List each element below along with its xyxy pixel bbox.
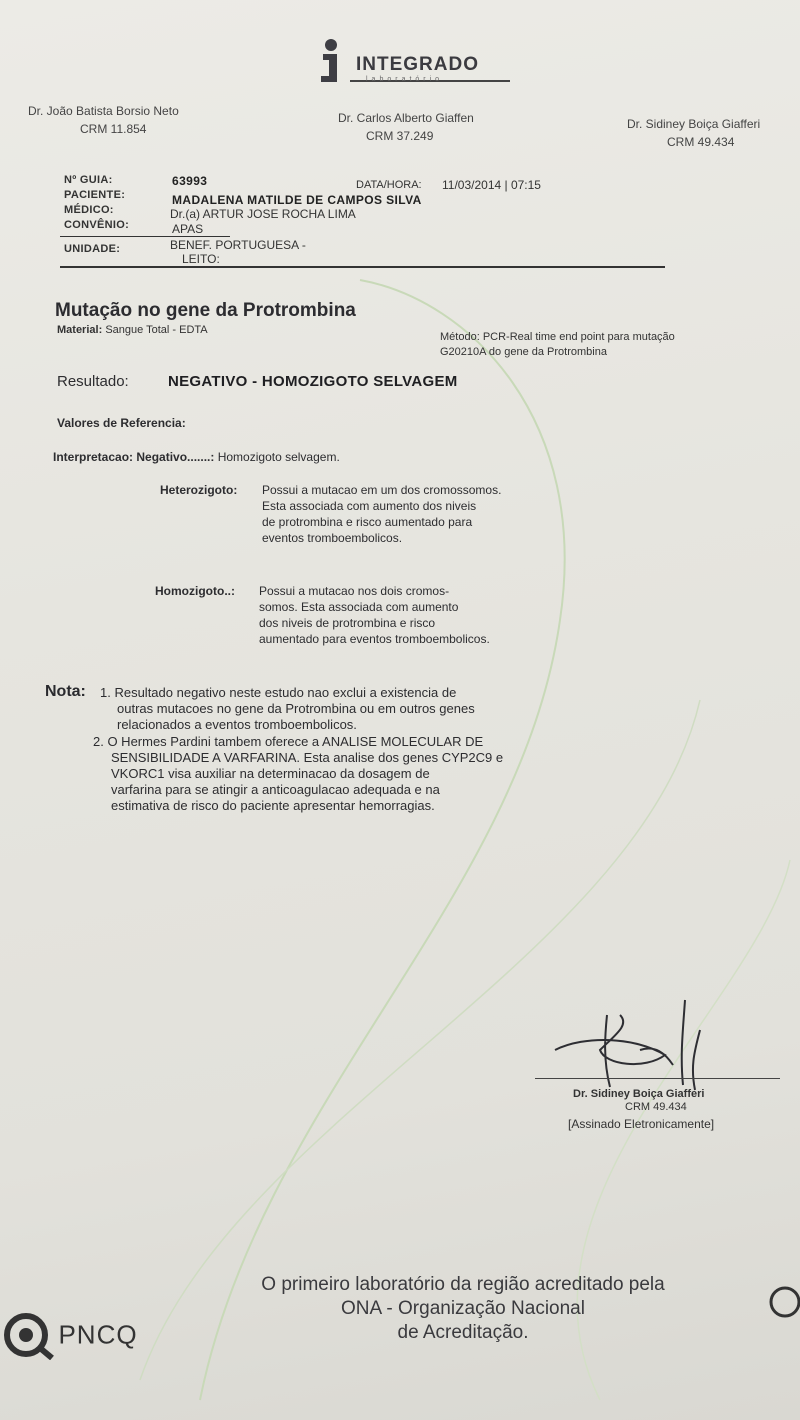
- patient-label: PACIENTE:: [64, 189, 126, 201]
- doctor-1-crm: CRM 11.854: [80, 122, 147, 136]
- pncq-text: PNCQ: [58, 1319, 138, 1350]
- accreditation-line-1: O primeiro laboratório da região acreditado pela: [261, 1274, 665, 1295]
- interpretation-negative: Homozigoto selvagem.: [217, 450, 340, 464]
- heterozigoto-line-2: Esta associada com aumento dos niveis: [262, 499, 477, 513]
- unidade-value: BENEF. PORTUGUESA -: [170, 238, 306, 252]
- doctor-value: Dr.(a) ARTUR JOSE ROCHA LIMA: [170, 207, 356, 221]
- doctor-2: [338, 109, 474, 145]
- datetime-label: DATA/HORA:: [356, 179, 422, 191]
- convenio-value: APAS: [172, 222, 204, 236]
- reference-label: Valores de Referencia:: [57, 416, 186, 430]
- material-line: [57, 324, 208, 336]
- method-line-1: [440, 330, 675, 345]
- guia-label: Nº GUIA:: [64, 174, 113, 186]
- method-label: Método:: [440, 331, 480, 343]
- result-value: NEGATIVO - HOMOZIGOTO SELVAGEM: [168, 373, 458, 390]
- heterozigoto-line-3: de protrombina e risco aumentado para: [262, 515, 473, 529]
- ona-logo-partial: [760, 1282, 800, 1322]
- heterozigoto-line-1: Possui a mutacao em um dos cromossomos.: [262, 483, 502, 497]
- method-value-1: PCR-Real time end point para mutação: [482, 331, 675, 343]
- guia-value: 63993: [172, 174, 208, 188]
- accreditation-line-2: ONA - Organização Nacional: [341, 1298, 585, 1319]
- note-2-line-1: 2. O Hermes Pardini tambem oferece a ANALISE MOLECULAR DE: [93, 734, 484, 749]
- convenio-label: CONVÊNIO:: [64, 219, 130, 231]
- exam-title: Mutação no gene da Protrombina: [55, 300, 356, 321]
- note-2-line-3: VKORC1 visa auxiliar na determinacao da dosagem de: [111, 766, 430, 781]
- accreditation-line-3: de Acreditação.: [397, 1322, 529, 1343]
- doctor-2-name: Dr. Carlos Alberto Giaffen: [338, 111, 474, 125]
- method-block: [440, 330, 675, 360]
- header-divider: [60, 266, 665, 268]
- unidade-label: UNIDADE:: [64, 243, 121, 255]
- homozigoto-line-1: Possui a mutacao nos dois cromos-: [259, 584, 450, 598]
- homozigoto-line-2: somos. Esta associada com aumento: [259, 600, 459, 614]
- pncq-logo-icon: [0, 1310, 54, 1360]
- accreditation-text: [218, 1273, 708, 1345]
- doctor-2-crm: CRM 37.249: [366, 129, 434, 143]
- pncq-logo: [0, 1310, 138, 1360]
- note-2-line-5: estimativa de risco do paciente apresentar hemorragias.: [111, 798, 435, 813]
- convenio-underline: [60, 236, 230, 237]
- nota-label: Nota:: [45, 683, 86, 700]
- homozigoto-label: Homozigoto..:: [155, 584, 235, 598]
- interpretation-line: [53, 449, 340, 465]
- handwritten-signature: [545, 995, 760, 1095]
- doctor-1-name: Dr. João Batista Borsio Neto: [28, 104, 179, 118]
- note-1-line-3: relacionados a eventos tromboembolicos.: [117, 717, 357, 732]
- doctor-3-crm: CRM 49.434: [667, 135, 735, 149]
- note-2-line-2: SENSIBILIDADE A VARFARINA. Esta analise dos genes CYP2C9 e: [111, 750, 504, 765]
- method-value-2: G20210A do gene da Protrombina: [440, 346, 607, 358]
- signer-name: Dr. Sidiney Boiça Giafferi: [573, 1088, 705, 1100]
- result-label: Resultado:: [57, 373, 129, 390]
- note-2: [93, 734, 613, 814]
- doctor-3-name: Dr. Sidiney Boiça Giafferi: [627, 117, 761, 131]
- heterozigoto-line-4: eventos tromboembolicos.: [262, 531, 403, 545]
- interpretation-label: Interpretacao: Negativo.......:: [53, 450, 215, 464]
- note-1-line-1: 1. Resultado negativo neste estudo nao exclui a existencia de: [100, 685, 457, 700]
- signature-line: [535, 1078, 780, 1079]
- doctor-1: [28, 102, 179, 138]
- lab-subtitle: laboratório: [366, 76, 444, 83]
- homozigoto-line-3: dos niveis de protrombina e risco: [259, 616, 436, 630]
- datetime-value: 11/03/2014 | 07:15: [442, 178, 541, 192]
- note-2-line-4: varfarina para se atingir a anticoagulacao adequada e na: [111, 782, 440, 797]
- heterozigoto-label: Heterozigoto:: [160, 483, 238, 497]
- doctor-label: MÉDICO:: [64, 204, 114, 216]
- leito-value: LEITO:: [182, 252, 220, 266]
- material-label: Material:: [57, 324, 103, 336]
- homozigoto-text: [259, 583, 490, 647]
- lab-name: INTEGRADO: [356, 54, 479, 75]
- signer-crm: CRM 49.434: [625, 1101, 687, 1113]
- doctor-3: [627, 115, 760, 151]
- patient-name: MADALENA MATILDE DE CAMPOS SILVA: [172, 193, 422, 207]
- heterozigoto-text: [262, 482, 501, 546]
- note-1: [100, 685, 540, 733]
- signed-electronically: [Assinado Eletronicamente]: [568, 1117, 715, 1131]
- integrado-logo-icon: [315, 38, 347, 86]
- material-value: Sangue Total - EDTA: [105, 324, 208, 336]
- homozigoto-line-4: aumentado para eventos tromboembolicos.: [259, 632, 490, 646]
- note-1-line-2: outras mutacoes no gene da Protrombina ou em outros genes: [117, 701, 475, 716]
